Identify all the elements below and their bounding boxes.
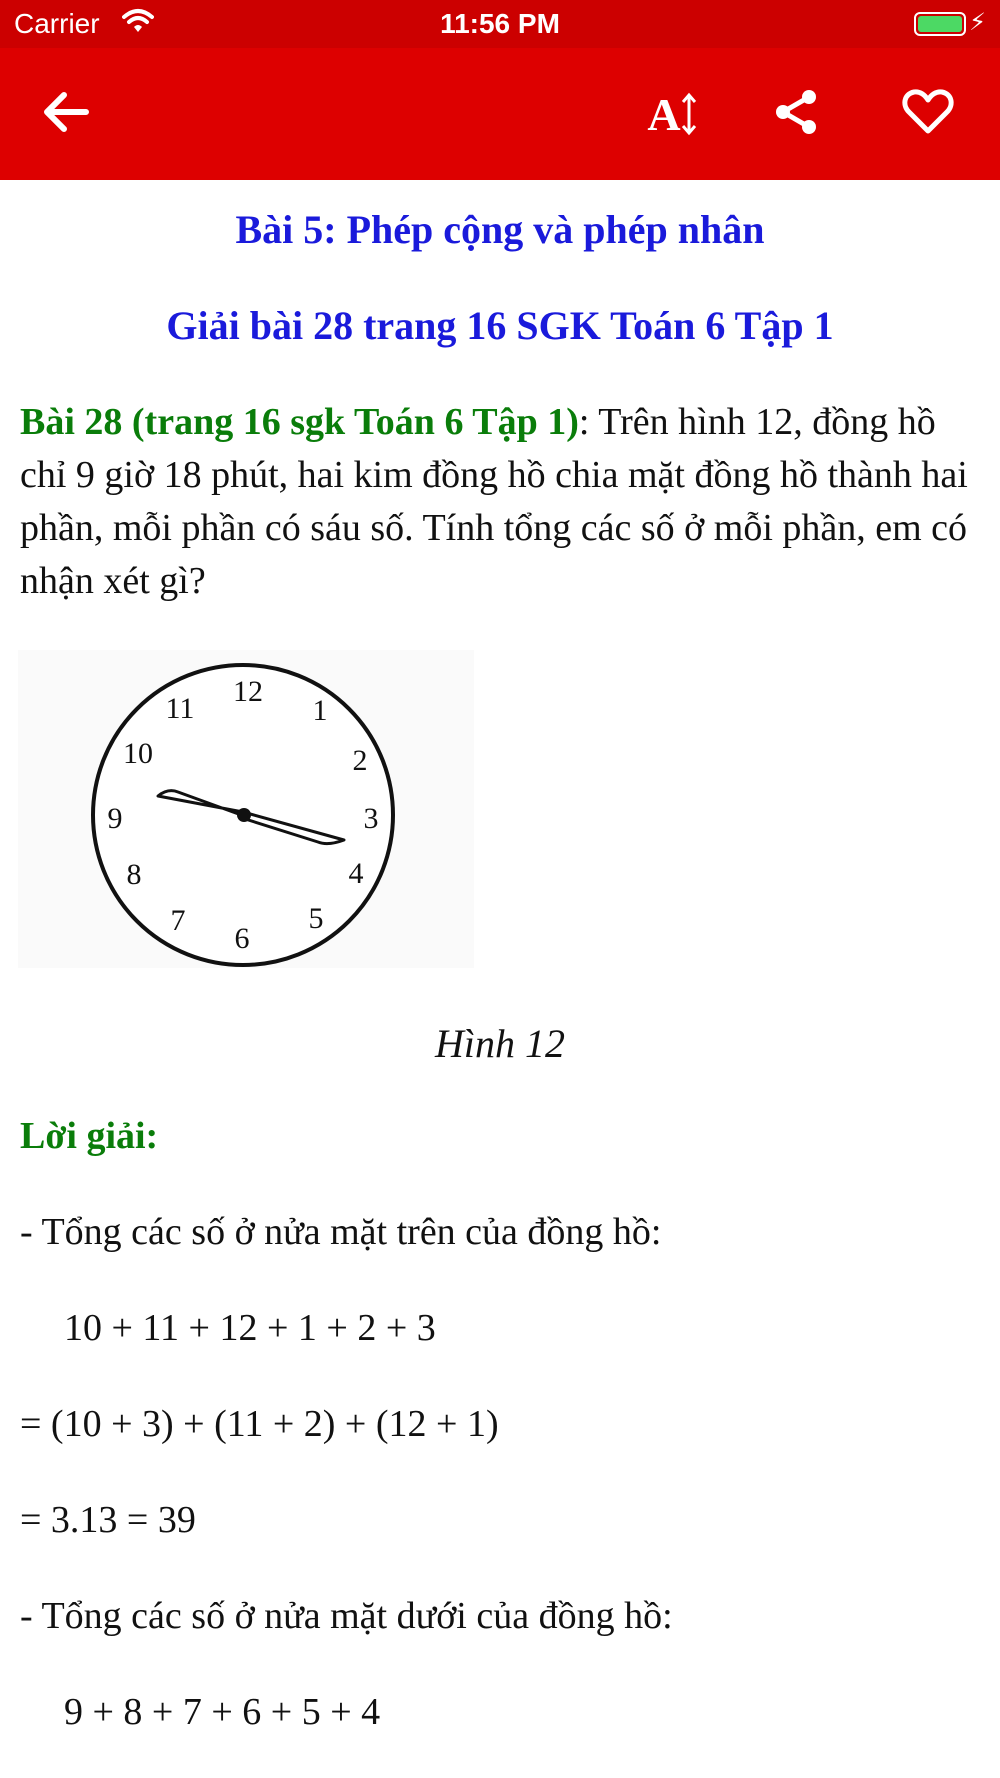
solution-line: - Tổng các số ở nửa mặt dưới của đồng hồ: [20, 1595, 673, 1637]
toolbar [0, 48, 1000, 180]
heart-icon [902, 88, 954, 141]
clock-center-pin [237, 808, 251, 822]
clock-illustration [18, 650, 474, 968]
solution-line: 9 + 8 + 7 + 6 + 5 + 4 [64, 1691, 381, 1733]
clock-number-9: 9 [107, 802, 123, 835]
font-size-icon: A [647, 88, 696, 141]
question-paragraph [20, 396, 986, 608]
clock-number-4: 4 [348, 857, 364, 890]
solution-line: = 3.13 = 39 [20, 1499, 196, 1541]
solution-heading: Lời giải: [20, 1115, 159, 1157]
charging-icon: ⚡ [969, 9, 986, 36]
clock-number-10: 10 [123, 737, 153, 770]
solution-line: - Tổng các số ở nửa mặt trên của đồng hồ: [20, 1211, 662, 1253]
status-bar [0, 0, 1000, 48]
battery-icon [914, 12, 966, 36]
question-heading: Bài 28 (trang 16 sgk Toán 6 Tập 1) [20, 401, 579, 443]
solution-line: 10 + 11 + 12 + 1 + 2 + 3 [64, 1307, 436, 1349]
solution-line: = (10 + 3) + (11 + 2) + (12 + 1) [20, 1403, 499, 1445]
clock-number-1: 1 [312, 694, 328, 727]
clock-number-2: 2 [352, 744, 368, 777]
article-subtitle: Giải bài 28 trang 16 SGK Toán 6 Tập 1 [166, 303, 834, 348]
back-button[interactable] [30, 78, 102, 150]
clock-time: 11:56 PM [440, 8, 560, 39]
favorite-button[interactable] [892, 78, 964, 150]
clock-number-11: 11 [165, 692, 195, 725]
clock-number-12: 12 [233, 675, 263, 708]
clock-number-3: 3 [363, 802, 379, 835]
question-text: : Trên hình 12, đồng hồ chỉ 9 giờ 18 phút, hai kim đồng hồ chia mặt đồng hồ thành hai phần, mỗi phần có sáu số. Tính tổng các số ở mỗi phần, em có nhận xét gì? [20, 401, 968, 602]
figure-caption: Hình 12 [435, 1021, 565, 1066]
font-size-button[interactable] [636, 78, 708, 150]
clock-number-6: 6 [234, 922, 250, 955]
clock-number-5: 5 [308, 902, 324, 935]
arrow-left-icon [38, 84, 94, 145]
share-icon [771, 87, 821, 142]
share-button[interactable] [760, 78, 832, 150]
article-title: Bài 5: Phép cộng và phép nhân [235, 207, 765, 252]
clock-figure [18, 650, 474, 968]
clock-number-8: 8 [126, 858, 142, 891]
clock-number-7: 7 [170, 904, 186, 937]
carrier-label: Carrier [14, 8, 100, 39]
